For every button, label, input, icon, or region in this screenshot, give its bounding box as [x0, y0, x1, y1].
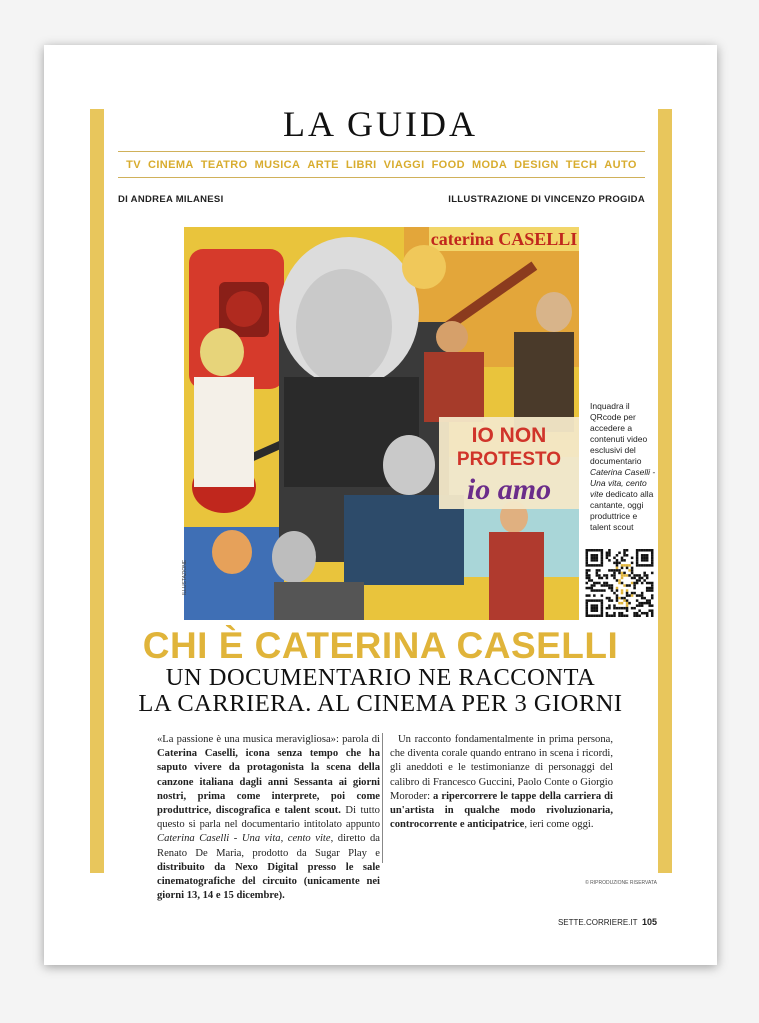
section-masthead: LA GUIDA — [283, 104, 478, 144]
subhead-line-1: UN DOCUMENTARIO NE RACCONTA — [165, 664, 596, 691]
folio-site: SETTE.CORRIERE.IT — [557, 918, 638, 927]
category-teatro[interactable]: TEATRO — [200, 159, 248, 171]
column-divider — [382, 733, 383, 863]
qr-caption-text-2: dedicato alla cantante, oggi produttrice e talent scout — [590, 489, 654, 532]
category-libri[interactable]: LIBRI — [345, 159, 377, 171]
author-credit: DI ANDREA MILANESI — [118, 194, 224, 205]
category-rule-top — [118, 151, 645, 152]
category-design[interactable]: DESIGN — [514, 159, 559, 171]
poster-title: caterina CASELLI — [430, 229, 578, 249]
body-bold: a ripercorrere le tappe della carriera di un'artista in qualche modo rivoluzionaria, controcorrente e anticipatrice — [390, 790, 613, 831]
article-body-column-1 — [157, 733, 380, 903]
subhead-line-2: LA CARRIERA. AL CINEMA PER 3 GIORNI — [138, 690, 623, 717]
left-accent-bar — [90, 109, 104, 873]
body-bold: distribuito da Nexo Digital presso le sale cinematografiche del circuito (unicamente nei giorni 13, 14 e 15 dicembre). — [157, 861, 380, 902]
reproduction-notice: © RIPRODUZIONE RISERVATA — [585, 880, 657, 886]
sign-line-2: PROTESTO — [456, 449, 562, 470]
body-text: Di tutto questo si parla nel documentario intitolato appunto — [157, 805, 380, 831]
category-musica[interactable]: MUSICA — [254, 159, 301, 171]
qr-caption-title: Caterina Caselli - Una vita, cento vite — [590, 467, 656, 499]
article-subhead — [44, 665, 717, 717]
article-body-column-2 — [390, 733, 613, 832]
page-number: 105 — [641, 917, 657, 927]
category-moda[interactable]: MODA — [471, 159, 508, 171]
collage-illustration — [184, 227, 579, 620]
film-title: Caterina Caselli - Una vita, cento vite — [157, 833, 331, 845]
category-cinema[interactable]: CINEMA — [147, 159, 194, 171]
magazine-page — [44, 45, 717, 965]
body-text: , diretto da Renato De Maria, prodotto da Sugar Play e — [157, 833, 380, 859]
illustrator-credit: ILLUSTRAZIONE DI VINCENZO PROGIDA — [448, 194, 645, 205]
right-accent-bar — [658, 109, 672, 873]
category-viaggi[interactable]: VIAGGI — [383, 159, 425, 171]
qr-code[interactable] — [583, 546, 656, 620]
qr-caption — [590, 401, 656, 533]
illustration-tag: ILLUSTAZIONE — [182, 559, 188, 595]
page-folio — [558, 917, 657, 927]
category-food[interactable]: FOOD — [431, 159, 465, 171]
sign-line-1: IO NON — [471, 424, 547, 447]
article-headline: CHI È CATERINA CASELLI — [142, 625, 619, 666]
body-bold: Caterina Caselli, icona senza tempo che ha saputo vivere da protagonista la scena della canzone italiana dagli anni Sessanta ai giorni nostri, prima come interprete, poi come produttrice, discografica e talent scout. — [157, 748, 380, 817]
sign-line-3: io amo — [466, 473, 552, 506]
category-rule-bottom — [118, 177, 645, 178]
category-auto[interactable]: AUTO — [604, 159, 637, 171]
category-tech[interactable]: TECH — [565, 159, 598, 171]
collage-art — [184, 227, 579, 620]
category-list — [118, 159, 645, 171]
portrait-face — [296, 269, 392, 385]
category-arte[interactable]: ARTE — [307, 159, 339, 171]
category-tv[interactable]: TV — [126, 159, 141, 171]
qr-caption-text: Inquadra il QRcode per accedere a contenuti video esclusivi del documentario — [590, 401, 648, 466]
body-text: «La passione è una musica meravigliosa»: parola di — [157, 734, 380, 745]
body-text: Un racconto fondamentalmente in prima persona, che diventa corale quando entrano in scena i ricordi, gli aneddoti e le testimonianze di personaggi del calibro di Francesco Guccini, Paolo Conte o Giorgio Moroder: — [390, 734, 613, 802]
body-text: , ieri come oggi. — [524, 819, 594, 831]
